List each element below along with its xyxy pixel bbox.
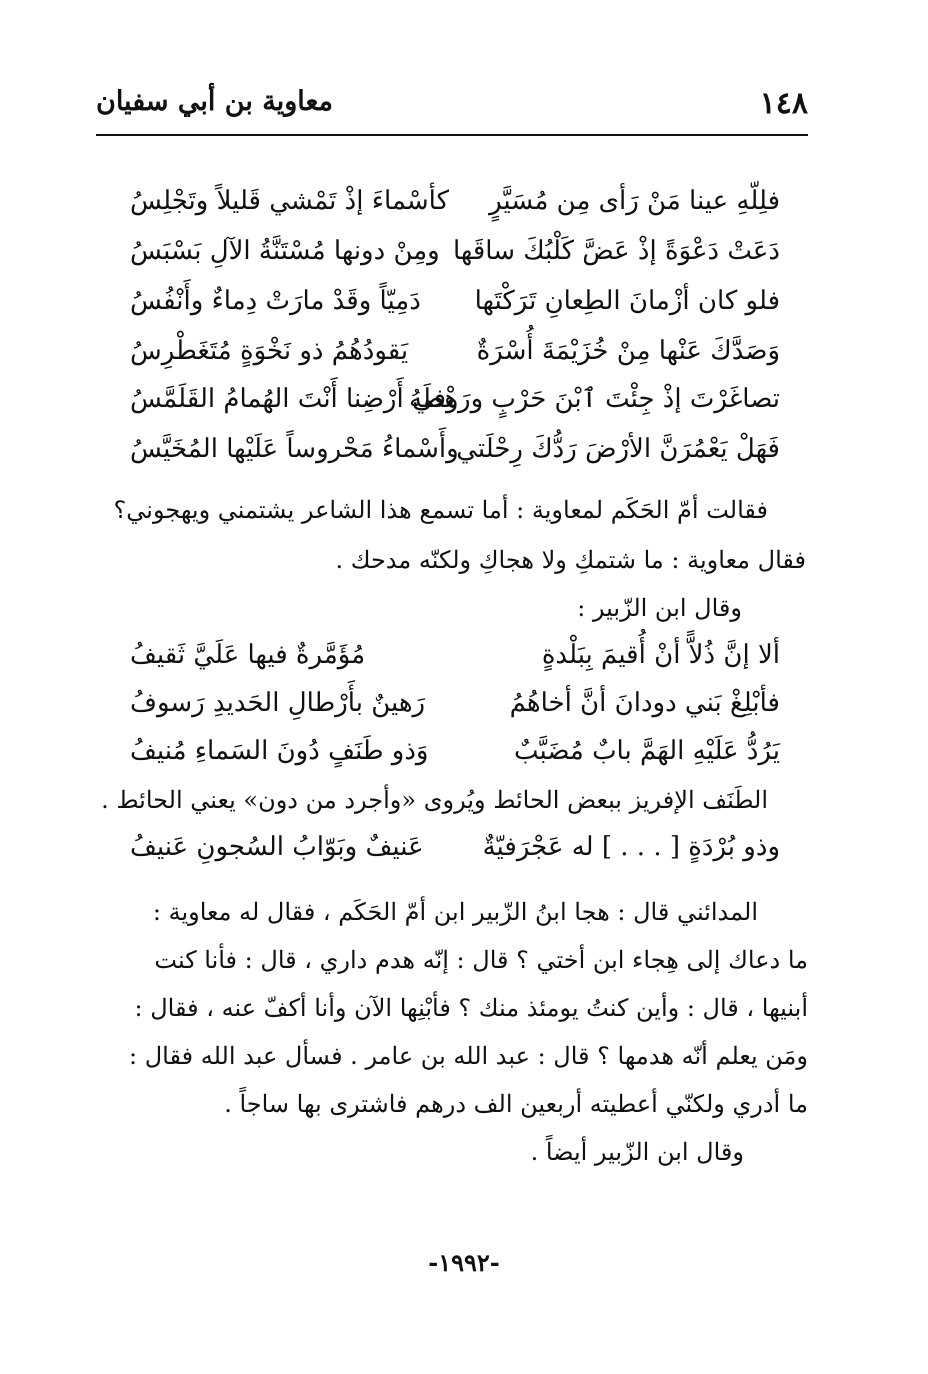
verse-line <box>120 832 780 884</box>
footnote-text: الطَنَف الإفريز ببعض الحائط ويُروى «وأجرد من دون» يعني الحائط . <box>101 786 768 814</box>
prose-line: ما دعاك إلى هِجاء ابن أختي ؟ قال : إنّه هدم داري ، قال : فأنا كنت <box>154 946 808 974</box>
verse-first-hemistich: يَرُدُّ عَلَيْهِ الهَمَّ بابٌ مُضَبَّبٌ <box>513 736 780 766</box>
verse-second-hemistich: دَمِيّاً وقَدْ مارَتْ دِماءٌ وأَنْفُسُ <box>130 286 421 316</box>
running-title: معاوية بن أبي سفيان <box>96 86 334 117</box>
verse-line <box>120 434 780 486</box>
page-header <box>96 80 808 130</box>
verse-second-hemistich: كأسْماءَ إذْ تَمْشي قَليلاً وتَجْلِسُ <box>130 186 449 216</box>
verse-line <box>120 236 780 288</box>
page-number-footer: -١٩٩٢- <box>428 1248 500 1277</box>
verse-line <box>120 688 780 740</box>
verse-first-hemistich: فَهَلْ يَعْمُرَنَّ الأرْضَ رَدُّكَ رِحْلَتي <box>456 434 780 464</box>
prose-line: أبنيها ، قال : وأين كنتُ يومئذ منك ؟ فأبْنِها الآن وأنا أكفّ عنه ، فقال : <box>134 994 808 1022</box>
verse-second-hemistich: ومِنْ دونها مُسْتَنَّةُ الآلِ بَسْبَسُ <box>130 236 440 266</box>
verse-line <box>120 186 780 238</box>
verse-second-hemistich: عَنيفٌ وبَوّابُ السُجونِ عَنيفُ <box>130 832 424 862</box>
verse-second-hemistich: مُؤَمَّرةٌ فيها عَلَيَّ ثَقيفُ <box>130 640 366 670</box>
prose-line: وقال ابن الزّبير أيضاً . <box>530 1138 744 1166</box>
verse-second-hemistich: وَذو طَنَفٍ دُونَ السَماءِ مُنيفُ <box>130 736 429 766</box>
prose-line: ومَن يعلم أنّه هدمها ؟ قال : عبد الله بن عامر . فسأل عبد الله فقال : <box>129 1042 808 1070</box>
verse-line <box>120 286 780 338</box>
page-number: ١٤٨ <box>759 86 808 121</box>
verse-second-hemistich: يَقودُهُمُ ذو نَخْوَةٍ مُتَغَطْرِسُ <box>130 336 409 366</box>
verse-first-hemistich: وَصَدَّكَ عَنْها مِنْ خُزَيْمَةَ أُسْرَةٌ <box>476 336 780 366</box>
header-rule <box>96 134 808 136</box>
verse-second-hemistich: وأَسْماءُ مَحْروساً عَلَيْها المُخَيَّسُ <box>130 434 459 464</box>
verse-first-hemistich: فأبْلِغْ بَني دودانَ أنَّ أخاهُمُ <box>509 688 780 718</box>
verse-first-hemistich: فلِلّهِ عينا مَنْ رَأى مِن مُسَيَّرٍ <box>489 186 780 216</box>
verse-second-hemistich: رَهينٌ بأَرْطالِ الحَديدِ رَسوفُ <box>130 688 426 718</box>
prose-line: فقالت أمّ الحَكَم لمعاوية : أما تسمع هذا الشاعر يشتمني ويهجوني؟ <box>113 496 768 524</box>
verse-first-hemistich: وذو بُرْدَةٍ [ . . . ] له عَجْرَفيّةٌ <box>482 832 780 862</box>
prose-line: فقال معاوية : ما شتمكِ ولا هجاكِ ولكنّه مدحك . <box>335 546 806 574</box>
verse-first-hemistich: دَعَتْ دَعْوَةً إذْ عَضَّ كَلْبُكَ ساقَها <box>452 236 780 266</box>
verse-line <box>120 640 780 692</box>
verse-first-hemistich: ألا إنَّ ذُلاًّ أنْ أُقيمَ بِبَلْدةٍ <box>541 640 780 670</box>
verse-second-hemistich: وفي أَرْضِنا أَنْتَ الهُمامُ القَلَمَّسُ <box>130 384 459 414</box>
verse-first-hemistich: فلو كان أزْمانَ الطِعانِ تَرَكْتَها <box>474 286 780 316</box>
verse-first-hemistich: تصاغَرْتَ إذْ جِئْتَ ٱبْنَ حَرْبٍ ورَهْطَهُ <box>409 384 780 414</box>
verse-line <box>120 736 780 788</box>
prose-line: المدائني قال : هجا ابنُ الزّبير ابن أمّ الحَكَم ، فقال له معاوية : <box>152 898 758 926</box>
verse-line <box>120 384 780 436</box>
poem-intro: وقال ابن الزّبير : <box>577 594 742 622</box>
verse-line <box>120 336 780 388</box>
prose-line: ما أدري ولكنّي أعطيته أربعين الف درهم فاشترى بها ساجاً . <box>224 1090 808 1118</box>
